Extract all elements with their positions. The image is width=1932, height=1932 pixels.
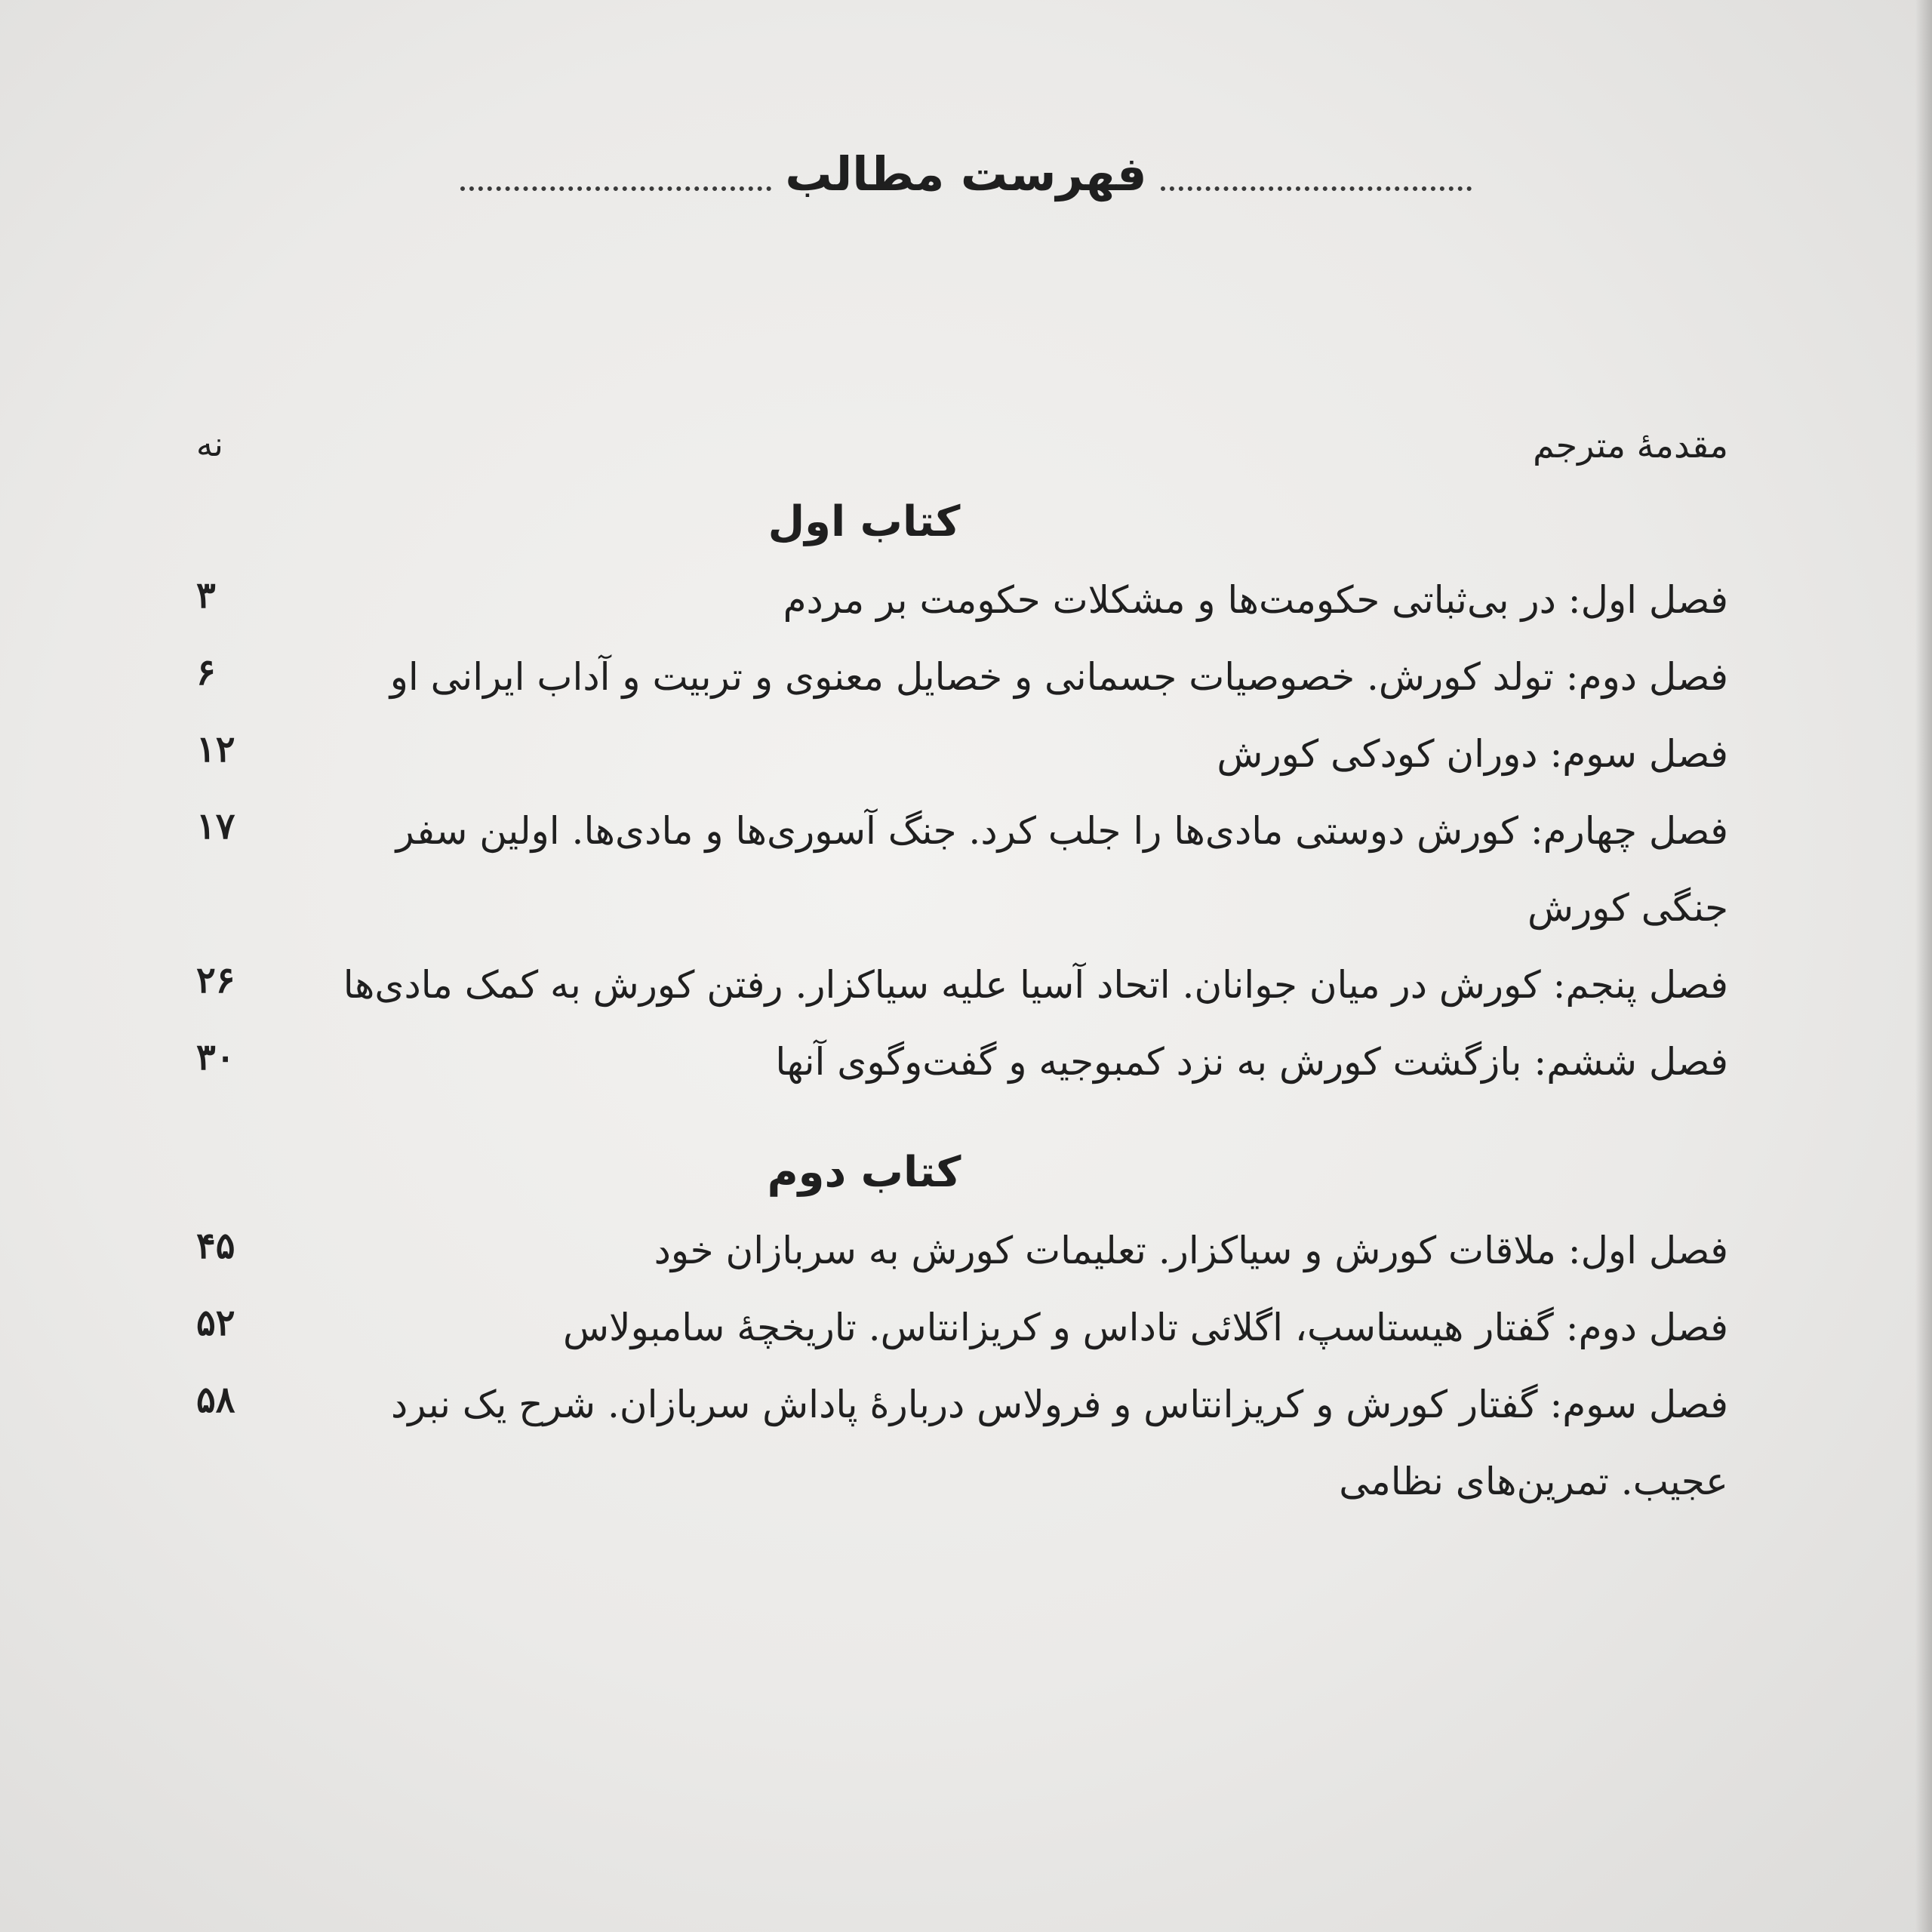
book-one-heading: کتاب اول — [768, 497, 961, 546]
chapter-title: فصل اول: در بی‌ثباتی حکومت‌ها و مشکلات حکومت بر مردم — [783, 578, 1728, 622]
toc-entry — [196, 1023, 1728, 1100]
toc-entry — [196, 1289, 1728, 1366]
toc-entry — [196, 1212, 1728, 1289]
preface-page-number: نه — [196, 426, 223, 464]
chapter-page-number: ۳۰ — [196, 1036, 235, 1078]
table-of-contents — [196, 408, 1728, 1520]
chapter-title: فصل اول: ملاقات کورش و سیاکزار. تعلیمات کورش به سربازان خود — [654, 1229, 1728, 1272]
title-rule-right — [1161, 186, 1472, 191]
chapter-page-number: ۱۷ — [196, 805, 235, 848]
toc-entry — [196, 1366, 1728, 1520]
toc-entry — [196, 638, 1728, 715]
chapter-page-number: ۲۶ — [196, 959, 235, 1001]
chapter-title: فصل ششم: بازگشت کورش به نزد کمبوجیه و گفت‌وگوی آنها — [775, 1040, 1728, 1084]
chapter-title: فصل سوم: دوران کودکی کورش — [1217, 732, 1728, 776]
title-rule-left — [460, 186, 771, 191]
chapter-title: فصل پنجم: کورش در میان جوانان. اتحاد آسیا علیه سیاکزار. رفتن کورش به کمک مادی‌ها — [343, 963, 1728, 1007]
toc-entry — [196, 561, 1728, 638]
chapter-title: فصل دوم: تولد کورش. خصوصیات جسمانی و خصایل معنوی و تربیت و آداب ایرانی او — [389, 655, 1728, 699]
chapter-title: فصل سوم: گفتار کورش و کریزانتاس و فرولاس دربارهٔ پاداش سربازان. شرح یک نبرد عجیب. تمرین‌های نظامی — [391, 1383, 1728, 1503]
page-title: فهرست مطالب — [785, 146, 1147, 202]
chapter-page-number: ۶ — [196, 651, 216, 694]
toc-entry — [196, 792, 1728, 946]
chapter-title: فصل دوم: گفتار هیستاسپ، اگلائی تاداس و کریزانتاس. تاریخچهٔ سامبولاس — [563, 1306, 1728, 1349]
chapter-page-number: ۵۲ — [196, 1302, 235, 1344]
page-edge-shadow — [1915, 0, 1932, 1932]
preface-title: مقدمهٔ مترجم — [1533, 425, 1728, 466]
toc-entry — [196, 715, 1728, 792]
title-row — [460, 132, 1472, 215]
chapter-title: فصل چهارم: کورش دوستی مادی‌ها را جلب کرد. جنگ آسوری‌ها و مادی‌ها. اولین سفر جنگی کورش — [395, 809, 1728, 930]
chapter-page-number: ۱۲ — [196, 728, 235, 771]
chapter-page-number: ۴۵ — [196, 1225, 235, 1267]
chapter-page-number: ۵۸ — [196, 1379, 235, 1421]
toc-entry — [196, 946, 1728, 1023]
book-two-heading: کتاب دوم — [767, 1148, 961, 1197]
chapter-page-number: ۳ — [196, 574, 216, 617]
preface-entry — [196, 408, 1728, 483]
